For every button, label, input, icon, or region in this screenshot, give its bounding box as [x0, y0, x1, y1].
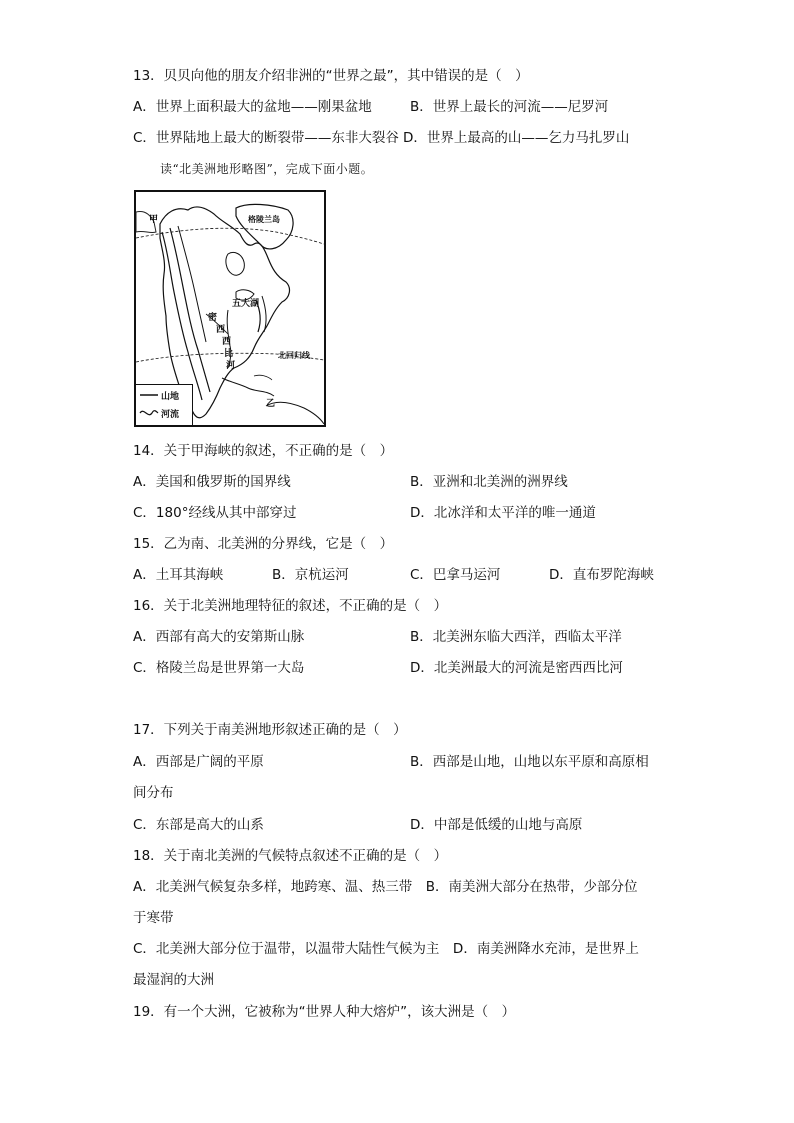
- q15-option-b: B．京杭运河: [272, 567, 349, 583]
- q13-stem: 13．贝贝向他的朋友介绍非洲的“世界之最”，其中错误的是（ ）: [133, 68, 529, 84]
- q17-option-b-line1: B．西部是山地，山地以东平原和高原相: [410, 754, 649, 770]
- q17-stem: 17．下列关于南美洲地形叙述正确的是（ ）: [133, 722, 407, 738]
- label-greenland: 格陵兰岛: [248, 215, 280, 224]
- q18-option-ab-line2: 于寒带: [133, 910, 174, 926]
- map-intro: 读“北美洲地形略图”，完成下面小题。: [160, 162, 374, 176]
- q16-stem: 16．关于北美洲地理特征的叙述，不正确的是（ ）: [133, 598, 448, 614]
- north-america-map: [134, 190, 326, 427]
- q14-option-b: B．亚洲和北美洲的洲界线: [410, 474, 568, 490]
- q15-stem: 15．乙为南、北美洲的分界线，它是（ ）: [133, 536, 394, 552]
- q13-option-d: D．世界上最高的山——乞力马扎罗山: [403, 130, 630, 146]
- label-jia: 甲: [149, 215, 159, 225]
- q14-option-c: C．180°经线从其中部穿过: [133, 505, 297, 521]
- label-tropic-of-cancer: 北回归线: [278, 351, 310, 360]
- q13-option-c: C．世界陆地上最大的断裂带——东非大裂谷: [133, 130, 399, 146]
- q18-option-cd-line1: C．北美洲大部分位于温带，以温带大陆性气候为主 D．南美洲降水充沛，是世界上: [133, 941, 639, 957]
- q17-option-a: A．西部是广阔的平原: [133, 754, 264, 770]
- label-great-lakes: 五大湖: [232, 299, 260, 309]
- q16-option-d: D．北美洲最大的河流是密西西比河: [410, 660, 623, 676]
- q19-stem: 19．有一个大洲，它被称为“世界人种大熔炉”，该大洲是（ ）: [133, 1004, 516, 1020]
- q18-stem: 18．关于南北美洲的气候特点叙述不正确的是（ ）: [133, 848, 448, 864]
- q18-option-ab-line1: A．北美洲气候复杂多样，地跨寒、温、热三带 B．南美洲大部分在热带，少部分位: [133, 879, 638, 895]
- q15-option-c: C．巴拿马运河: [410, 567, 501, 583]
- q16-option-a: A．西部有高大的安第斯山脉: [133, 629, 305, 645]
- q17-option-c: C．东部是高大的山系: [133, 817, 264, 833]
- q14-stem: 14．关于甲海峡的叙述，不正确的是（ ）: [133, 443, 394, 459]
- q17-option-d: D．中部是低缓的山地与高原: [410, 817, 583, 833]
- label-mississippi-1: 密: [208, 313, 218, 323]
- q13-option-a: A．世界上面积最大的盆地——刚果盆地: [133, 99, 372, 115]
- q16-option-c: C．格陵兰岛是世界第一大岛: [133, 660, 305, 676]
- q15-option-d: D．直布罗陀海峡: [549, 567, 654, 583]
- legend-mountain-label: 山地: [161, 392, 180, 402]
- label-mississippi-3: 西: [222, 337, 232, 347]
- label-mississippi-4: 比: [224, 349, 234, 359]
- q14-option-d: D．北冰洋和太平洋的唯一通道: [410, 505, 596, 521]
- q14-option-a: A．美国和俄罗斯的国界线: [133, 474, 291, 490]
- q16-option-b: B．北美洲东临大西洋，西临太平洋: [410, 629, 622, 645]
- label-yi: 乙: [266, 399, 276, 409]
- legend-river-label: 河流: [161, 410, 180, 420]
- q13-option-b: B．世界上最长的河流——尼罗河: [410, 99, 609, 115]
- q17-option-b-line2: 间分布: [133, 785, 174, 801]
- q18-option-cd-line2: 最湿润的大洲: [133, 972, 214, 988]
- label-mississippi-5: 河: [226, 361, 236, 371]
- map-legend: [136, 384, 193, 425]
- q15-option-a: A．土耳其海峡: [133, 567, 224, 583]
- label-mississippi-2: 西: [216, 325, 226, 335]
